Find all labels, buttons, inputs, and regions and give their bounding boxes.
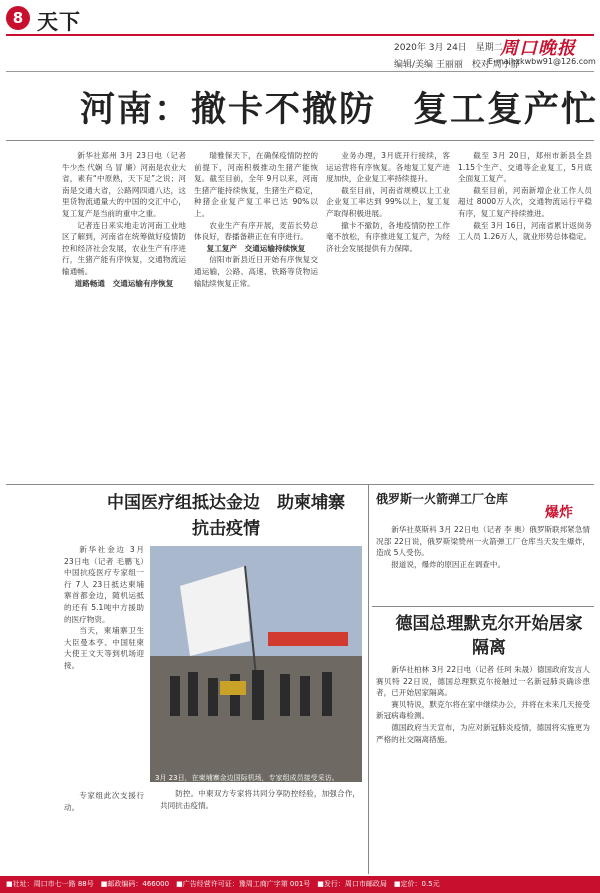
column-divider [368, 484, 369, 874]
headline-divider [6, 140, 594, 141]
page-number-badge: 8 [6, 6, 30, 30]
header-rule-thin [6, 71, 594, 72]
section-divider [6, 484, 594, 485]
article4-body [376, 664, 590, 864]
issue-date: 2020年 3月 24日 星期二 [394, 43, 503, 53]
paragraph: 新华社郑州 3月 23日电（记者 牛少杰 代娴 乌 冒 廉）河南是农业大省，素有“中原熟，天下足”之说；河南是交通大省，公路网四通八达，这里货物流通量大的中国的交汇中心，复工复产是当前的重中之重。 [62, 151, 186, 218]
editor-credits: 编辑/美编 王丽丽 校对 周小静 [394, 60, 520, 70]
footer-bar: ■社址：周口市七一路 88号 ■邮政编码：466000 ■广告经营许可证：豫周工商广字第 001号 ■发行：周口市邮政局 ■定价：0.5元 [0, 876, 600, 893]
paragraph: 赛贝特说，默克尔将在家中继续办公，并将在未来几天接受新冠病毒检测。 [376, 699, 590, 721]
paragraph: 业务办理，3月底开行接续，客运运营将有序恢复。各地复工复产进度加快，企业复工率持续提升。 [326, 151, 450, 184]
paragraph: 截至目前，河南新增企业工作人员超过 8000万人次，交通物流运行平稳有序，复工复产持续推进。 [458, 185, 592, 218]
article3-tag: 爆炸 [545, 505, 573, 521]
photo-caption: 3月 23日，在柬埔寨金边国际机场，专家组成员接受采访。 [155, 774, 339, 782]
section-title: 天下 [37, 9, 81, 34]
news-photo [150, 546, 362, 782]
paragraph: 报道说，爆炸的原因正在调查中。 [391, 559, 506, 569]
article-divider [372, 606, 594, 607]
subheading: 道路畅通 交通运输有序恢复 [74, 278, 174, 288]
paragraph: 新华社金边 3月 23日电（记者 毛鹏飞）中国抗疫医疗专家组一行 7人 23日抵达柬埔寨首都金边，随机运抵的还有 5.1吨中方援助的医疗物资。 [64, 545, 144, 624]
paragraph: 新华社柏林 3月 22日电（记者 任珂 朱晟）德国政府发言人赛贝特 22日说，德国总理默克尔接触过一名新冠肺炎确诊患者，已开始居家隔离。 [376, 665, 590, 698]
paragraph: 瑞雅保天下，在确保疫情防控的前提下，河南积极推动生猪产能恢复。截至目前，全年 9月以来，河南生猪产能持续恢复，生猪生产稳定，种猪企业复产复工率已达 90%以上。 [194, 151, 318, 218]
subheading: 复工复产 交通运输持续恢复 [206, 243, 306, 253]
paragraph: 农业生产有序开展，麦苗长势总体良好，春播备耕正在有序进行。 [194, 220, 318, 242]
main-article-column-1 [62, 150, 186, 496]
main-article-column-3 [326, 150, 450, 496]
article2-column-2 [64, 790, 144, 870]
contact-email: E-mail:zkwbw91@126.com [488, 57, 596, 66]
photo-illustration [150, 546, 362, 782]
paragraph: 撤卡不撤防，各地疫情防控工作毫不放松，有序推进复工复产，为经济社会发展提供有力保障。 [326, 220, 450, 253]
main-headline: 河南：撤卡不撤防 复工复产忙 [80, 89, 599, 130]
paragraph: 截至 3月 16日，河南省累计返岗务工人员 1.26万人，就业形势总体稳定。 [458, 220, 592, 242]
main-article-column-4 [458, 150, 592, 496]
paragraph: 截至目前，河南省规模以上工业企业复工率达到 99%以上，复工复产取得积极进展。 [326, 185, 450, 218]
article2-headline: 中国医疗组抵达金边 助柬埔寨抗击疫情 [107, 493, 345, 539]
article2-column-3 [160, 788, 360, 828]
article2-column-1 [64, 544, 144, 822]
article3-body [376, 524, 590, 604]
paragraph: 防控。中柬双方专家将共同分享防控经验，加强合作，共同抗击疫情。 [160, 789, 360, 810]
newspaper-logo: 周口晚报 [500, 38, 576, 59]
paragraph: 当天，柬埔寨卫生大臣曼本亨、中国驻柬大使王文天等到机场迎接。 [64, 626, 144, 670]
main-article-column-2 [194, 150, 318, 496]
paragraph: 截至 3月 20日，郑州市新县全县 1.15个生产、交通等企业复工，5月底全面复工复产。 [458, 151, 592, 184]
article3-headline: 俄罗斯一火箭弹工厂仓库 [376, 492, 509, 506]
paragraph: 新华社莫斯科 3月 22日电（记者 李 奥）俄罗斯联邦紧急情况部 22日说，俄罗斯梁赞州一火箭弹工厂仓库当天发生爆炸，造成 5人受伤。 [376, 525, 590, 558]
article4-headline: 德国总理默克尔开始居家隔离 [395, 614, 583, 658]
paragraph: 信阳市新县近日开始有序恢复交通运输，公路、高速、铁路等货物运输陆续恢复正常。 [194, 255, 318, 288]
paragraph: 德国政府当天宣布，为应对新冠肺炎疫情，德国将实施更为严格的社交隔离措施。 [376, 722, 590, 744]
paragraph: 记者连日来实地走访河南工业地区了解到，河南省在统筹做好疫情防控和经济社会发展，农业生产有序进行，生猪产能有序恢复，交通物流运输通畅。 [62, 220, 186, 276]
paragraph: 专家组此次支援行动。 [64, 791, 144, 812]
